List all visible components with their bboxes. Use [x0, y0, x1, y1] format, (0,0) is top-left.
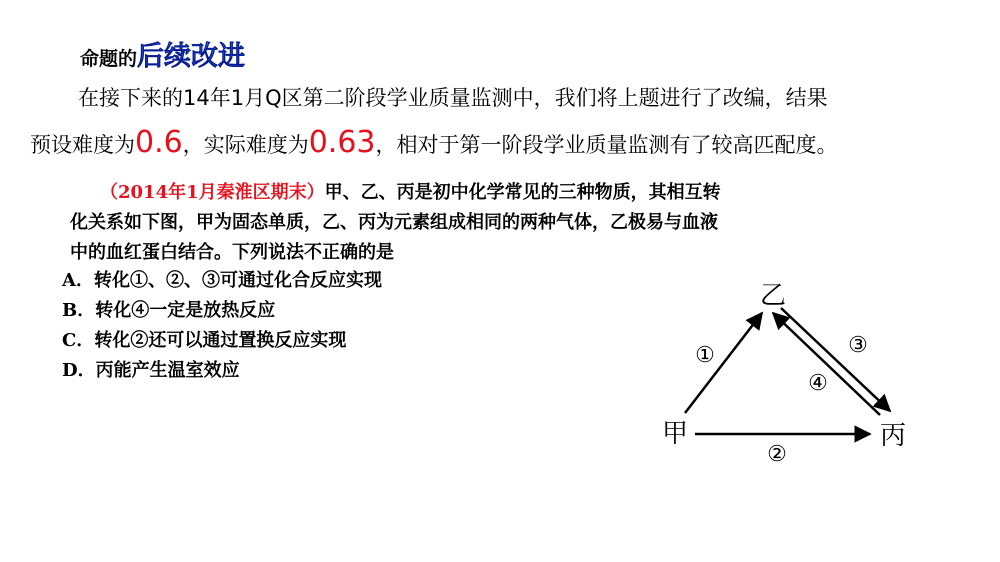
node-jia: 甲 — [661, 419, 689, 449]
option-d: D．丙能产生温室效应 — [62, 360, 240, 381]
label-reaction-2: ② — [767, 442, 787, 467]
label-reaction-1: ① — [695, 343, 715, 368]
slide-title — [80, 34, 245, 73]
question-stem-line-3: 中的血红蛋白结合。下列说法不正确的是 — [70, 242, 394, 263]
node-yi: 乙 — [759, 281, 787, 311]
option-b: B．转化④一定是放热反应 — [62, 300, 276, 321]
intro-line-2 — [30, 125, 838, 160]
intro-text-a: 预设难度为 — [30, 133, 135, 157]
slide-title-accent: 后续改进 — [137, 41, 246, 72]
node-bing: 丙 — [879, 421, 907, 451]
label-reaction-3: ③ — [848, 333, 868, 358]
slide-title-prefix: 命题的 — [80, 48, 138, 70]
option-c: C．转化②还可以通过置换反应实现 — [62, 330, 347, 351]
arrow-bing-to-yi — [773, 313, 880, 415]
label-reaction-4: ④ — [808, 371, 828, 396]
intro-line-1: 在接下来的14年1月Q区第二阶段学业质量监测中，我们将上题进行了改编，结果 — [78, 86, 828, 110]
question-stem-line-1 — [100, 178, 721, 204]
preset-difficulty-value: 0.6 — [135, 125, 183, 160]
intro-text-c: ，相对于第一阶段学业质量监测有了较高匹配度。 — [375, 133, 838, 157]
conversion-diagram — [655, 278, 925, 468]
arrow-yi-to-bing — [781, 308, 890, 411]
question-stem-text-1: 甲、乙、丙是初中化学常见的三种物质，其相互转 — [324, 182, 721, 203]
intro-text-b: ，实际难度为 — [182, 133, 309, 157]
question-stem-line-2: 化关系如下图，甲为固态单质，乙、丙为元素组成相同的两种气体，乙极易与血液 — [70, 212, 718, 233]
question-source: （2014年1月秦淮区期末） — [100, 182, 325, 203]
option-a: A．转化①、②、③可通过化合反应实现 — [62, 270, 382, 291]
actual-difficulty-value: 0.63 — [308, 125, 376, 160]
